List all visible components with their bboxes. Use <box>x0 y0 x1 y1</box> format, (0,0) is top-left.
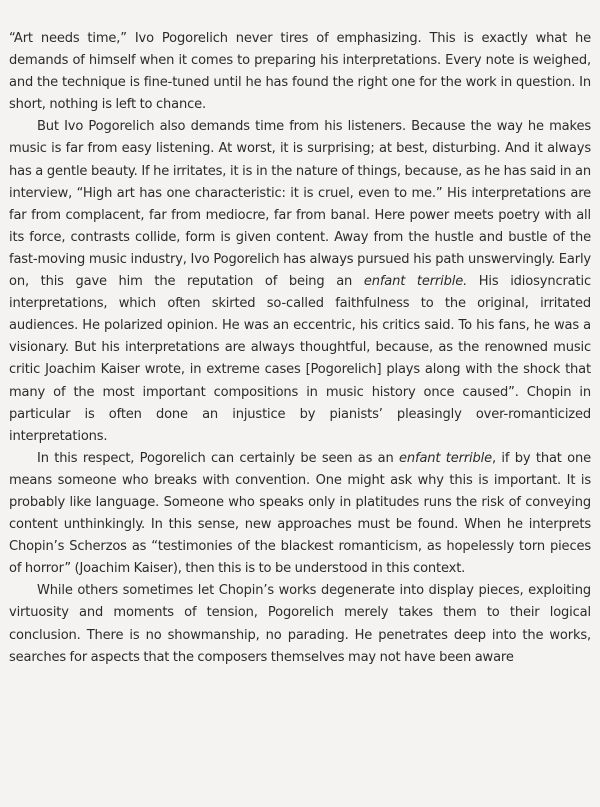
paragraph-text: But Ivo Pogorelich also demands time from his listeners. Because the way he makes music is far from easy listening. At worst, it is surprising; at best, disturbing. And it always has a gentle beauty. If he irritates, it is in the nature of things, because, as he has said in an interview, “High art has one characteristic: it is cruel, even to me.” His interpretations are far from complacent, far from mediocre, far from banal. Here power meets poetry with all its force, contrasts collide, form is given content. Away from the hustle and bustle of the fast-moving music industry, Ivo Pogorelich has always pursued his path unswervingly. Early on, this gave him the reputation of being an <box>9 119 591 290</box>
paragraph-3 <box>9 448 591 581</box>
paragraph-text: His idiosyncratic interpretations, which often skirted so-called faithfulness to the original, irritated audiences. He polarized opinion. He was an eccentric, his critics said. To his fans, he was a visionary. But his interpretations are always thoughtful, because, as the renowned music critic Joachim Kaiser wrote, in extreme cases [Pogorelich] plays along with the shock that many of the most important compositions in music history once caused”. Chopin in particular is often done an injustice by pianists’ pleasingly over-romanticized interpretations. <box>9 274 591 444</box>
paragraph-text: “Art needs time,” Ivo Pogorelich never tires of emphasizing. This is exactly what he demands of himself when it comes to preparing his interpretations. Every note is weighed, and the technique is fine-tuned until he has found the right one for the work in question. In short, nothing is left to chance. <box>9 31 591 113</box>
paragraph-text: While others sometimes let Chopin’s works degenerate into display pieces, exploiting virtuosity and moments of tension, Pogorelich merely takes them to their logical conclusion. There is no showmanship, no parading. He penetrates deep into the works, searches for aspects that the composers themselves may not have been aware <box>9 583 591 665</box>
italic-phrase: enfant terrible. <box>363 274 468 290</box>
paragraph-text: In this respect, Pogorelich can certainly be seen as an <box>37 450 400 466</box>
paragraph-4 <box>9 580 591 668</box>
article-body <box>9 28 591 669</box>
paragraph-text: , if by that one means someone who breaks with convention. One might ask why this is important. It is probably like language. Someone who speaks only in platitudes runs the risk of conveying content unthinkingly. In this sense, new approaches must be found. When he interprets Chopin’s Scherzos as “testimonies of the blackest romanticism, as hopelessly torn pieces of horror” (Joachim Kaiser), then this is to be understood in this context. <box>9 450 591 577</box>
paragraph-2 <box>9 116 591 447</box>
italic-phrase: enfant terrible <box>399 450 493 466</box>
paragraph-1 <box>9 28 591 116</box>
